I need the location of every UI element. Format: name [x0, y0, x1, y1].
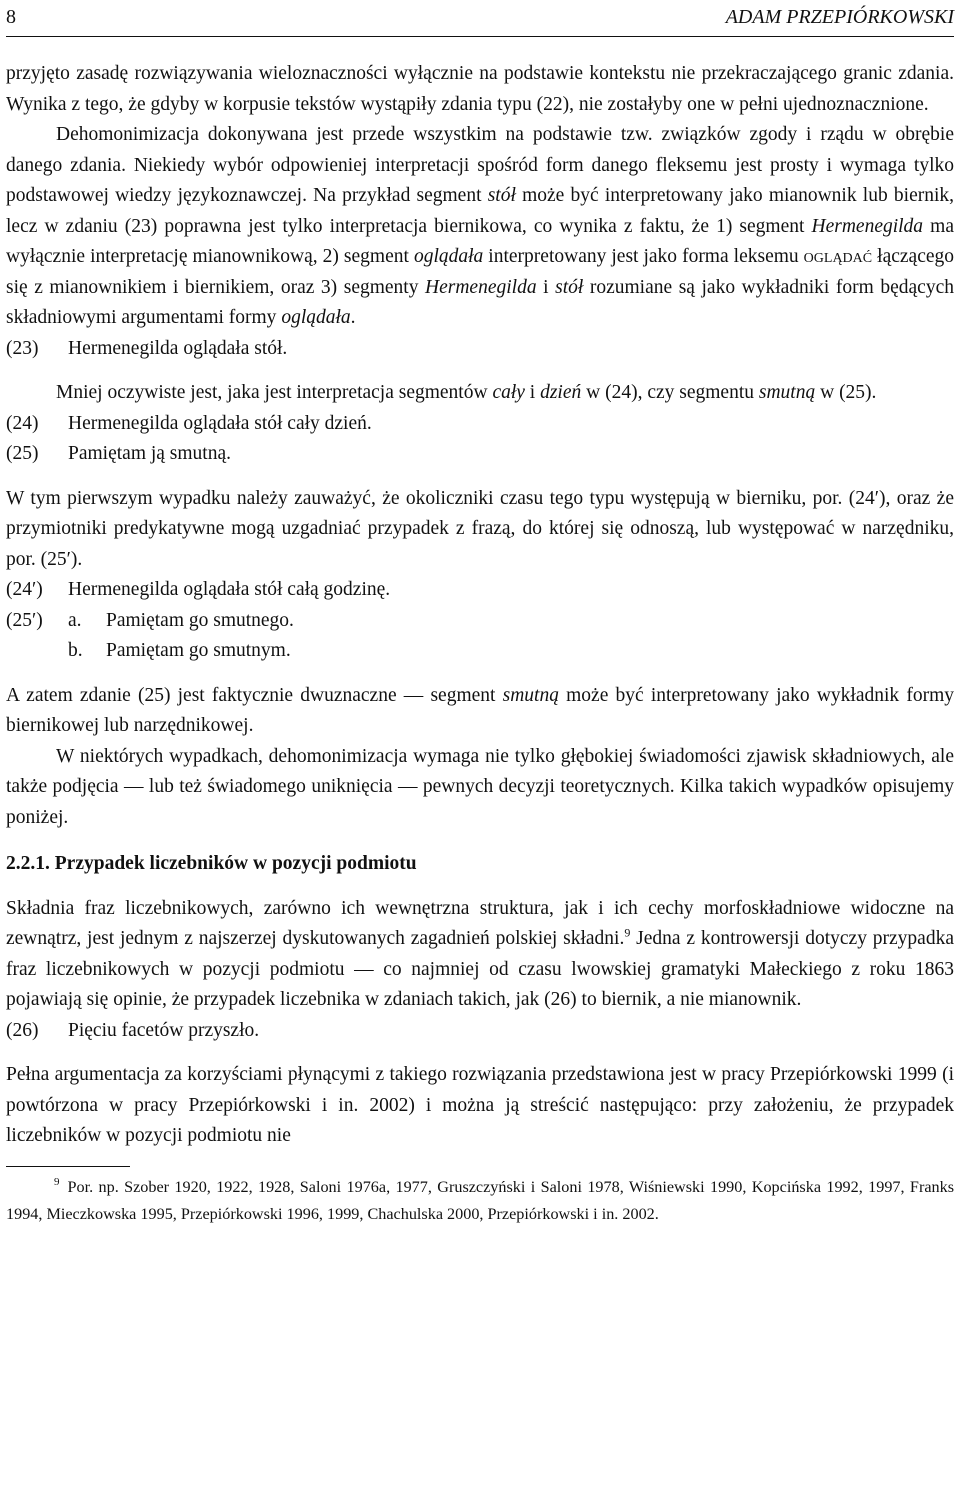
paragraph-8: Pełna argumentacja za korzyściami płynącymi z takiego rozwiązania przedstawiona jest w pracy Przepiórkowski 1999 (i powtórzona w pracy Przepiórkowski i in. 2002) i można ją streścić następująco: przy założeniu, że przypadek liczebników w pozycji podmiotu nie [6, 1064, 954, 1146]
example-number: (25′) [6, 609, 43, 631]
footnote-reference[interactable]: 9 [624, 925, 631, 940]
footnote-divider [6, 1166, 130, 1167]
section-heading [6, 849, 954, 880]
paragraph-1: przyjęto zasadę rozwiązywania wieloznaczności wyłącznie na podstawie kontekstu nie przekraczającego granic zdania. Wynika z tego, że gdyby w korpusie tekstów wystąpiły zdania typu (22), nie zostałyby one w pełni ujednoznacznione. [6, 63, 954, 115]
example-text: Pamiętam go smutnym. [106, 640, 291, 661]
example-24 [6, 409, 954, 440]
paragraph-2: Dehomonimizacja dokonywana jest przede wszystkim na podstawie tzw. związków zgody i rządu w obrębie danego zdania. Niekiedy wybór odpowieniej interpretacji spośród form danego fleksemu jest prosty i wymaga tylko podstawowej wiedzy językoznawczej. Na przykład segment stół może być interpretowany jako mianownik lub biernik, lecz w zdaniu (23) poprawna jest tylko interpretacja biernikowa, co wynika z faktu, że 1) segment Hermenegilda ma wyłącznie interpretację mianownikową, 2) segment oglądała interpretowany jest jako forma leksemu oglądać łączącego się z mianownikiem i biernikiem, oraz 3) segmenty Hermenegilda i stół rozumiane są jako wykładniki form będących składniowymi argumentami formy oglądała. [6, 124, 955, 328]
example-text: Hermenegilda oglądała stół całą godzinę. [68, 579, 391, 600]
paragraph-7: Składnia fraz liczebnikowych, zarówno ich wewnętrzna struktura, jak i ich cechy morfoskładniowe widoczne na zewnątrz, jest jednym z najszerzej dyskutowanych zagadnień polskiej składni.$^9$ Jedna z kontrowersji dotyczy przypadka fraz liczebnikowych w pozycji podmiotu — co najmniej od czasu lwowskiej gramatyki Małeckiego z roku 1863 pojawiają się opinie, że przypadek liczebnika w zdaniach takich, jak (26) to biernik, a nie mianownik. [6, 897, 954, 1010]
page-body [6, 59, 954, 1228]
footnote [6, 1169, 954, 1228]
example-number: (23) [6, 337, 39, 359]
paragraph-3: Mniej oczywiste jest, jaka jest interpretacja segmentów cały i dzień w (24), czy segmentu smutną w (25). [56, 382, 877, 403]
example-24-prime [6, 575, 954, 606]
page-header [6, 0, 954, 37]
paragraph-5: A zatem zdanie (25) jest faktycznie dwuznaczne — segment smutną może być interpretowany jako wykładnik formy biernikowej lub narzędnikowej. [6, 684, 954, 736]
example-text: Hermenegilda oglądała stół. [68, 337, 288, 359]
example-number: (24) [6, 412, 39, 434]
example-text: Pamiętam ją smutną. [68, 443, 232, 464]
example-text: Pamiętam go smutnego. [106, 609, 294, 631]
footnote-mark: 9 [54, 1175, 60, 1188]
footnote-text: Por. np. Szober 1920, 1922, 1928, Saloni 1976a, 1977, Gruszczyński i Saloni 1978, Wiśniewski 1990, Kopcińska 1992, 1997, Franks 1994, Mieczkowska 1995, Przepiórkowski 1996, 1999, Chachulska 2000, Przepiórkowski i in. 2002. [6, 1177, 954, 1223]
paragraph-6: W niektórych wypadkach, dehomonimizacja wymaga nie tylko głębokiej świadomości zjawisk składniowych, ale także podjęcia — lub też świadomego uniknięcia — pewnych decyzji teoretycznych. Kilka takich wypadków opisujemy poniżej. [6, 745, 954, 828]
example-number: (24′) [6, 579, 43, 600]
example-text: Hermenegilda oglądała stół cały dzień. [68, 412, 372, 434]
example-text: Pięciu facetów przyszło. [68, 1019, 260, 1041]
example-25-prime-b [6, 636, 954, 667]
example-sub-label: b. [68, 640, 83, 661]
section-number: 2.2.1. [6, 853, 50, 874]
example-number: (26) [6, 1019, 39, 1041]
example-23 [6, 334, 954, 365]
section-title: Przypadek liczebników w pozycji podmiotu [54, 853, 417, 874]
page-number: 8 [6, 6, 16, 28]
example-number: (25) [6, 443, 39, 464]
paragraph-4: W tym pierwszym wypadku należy zauważyć, że okoliczniki czasu tego typu występują w bierniku, por. (24′), oraz że przymiotniki predykatywne mogą uzgadniać przypadek z frazą, do której się odnoszą, lub występować w narzędniku, por. (25′). [6, 487, 954, 570]
example-26 [6, 1016, 954, 1047]
example-25 [6, 439, 954, 470]
example-25-prime-a [6, 606, 954, 637]
example-sub-label: a. [68, 609, 82, 631]
running-title: ADAM PRZEPIÓRKOWSKI [725, 6, 954, 28]
